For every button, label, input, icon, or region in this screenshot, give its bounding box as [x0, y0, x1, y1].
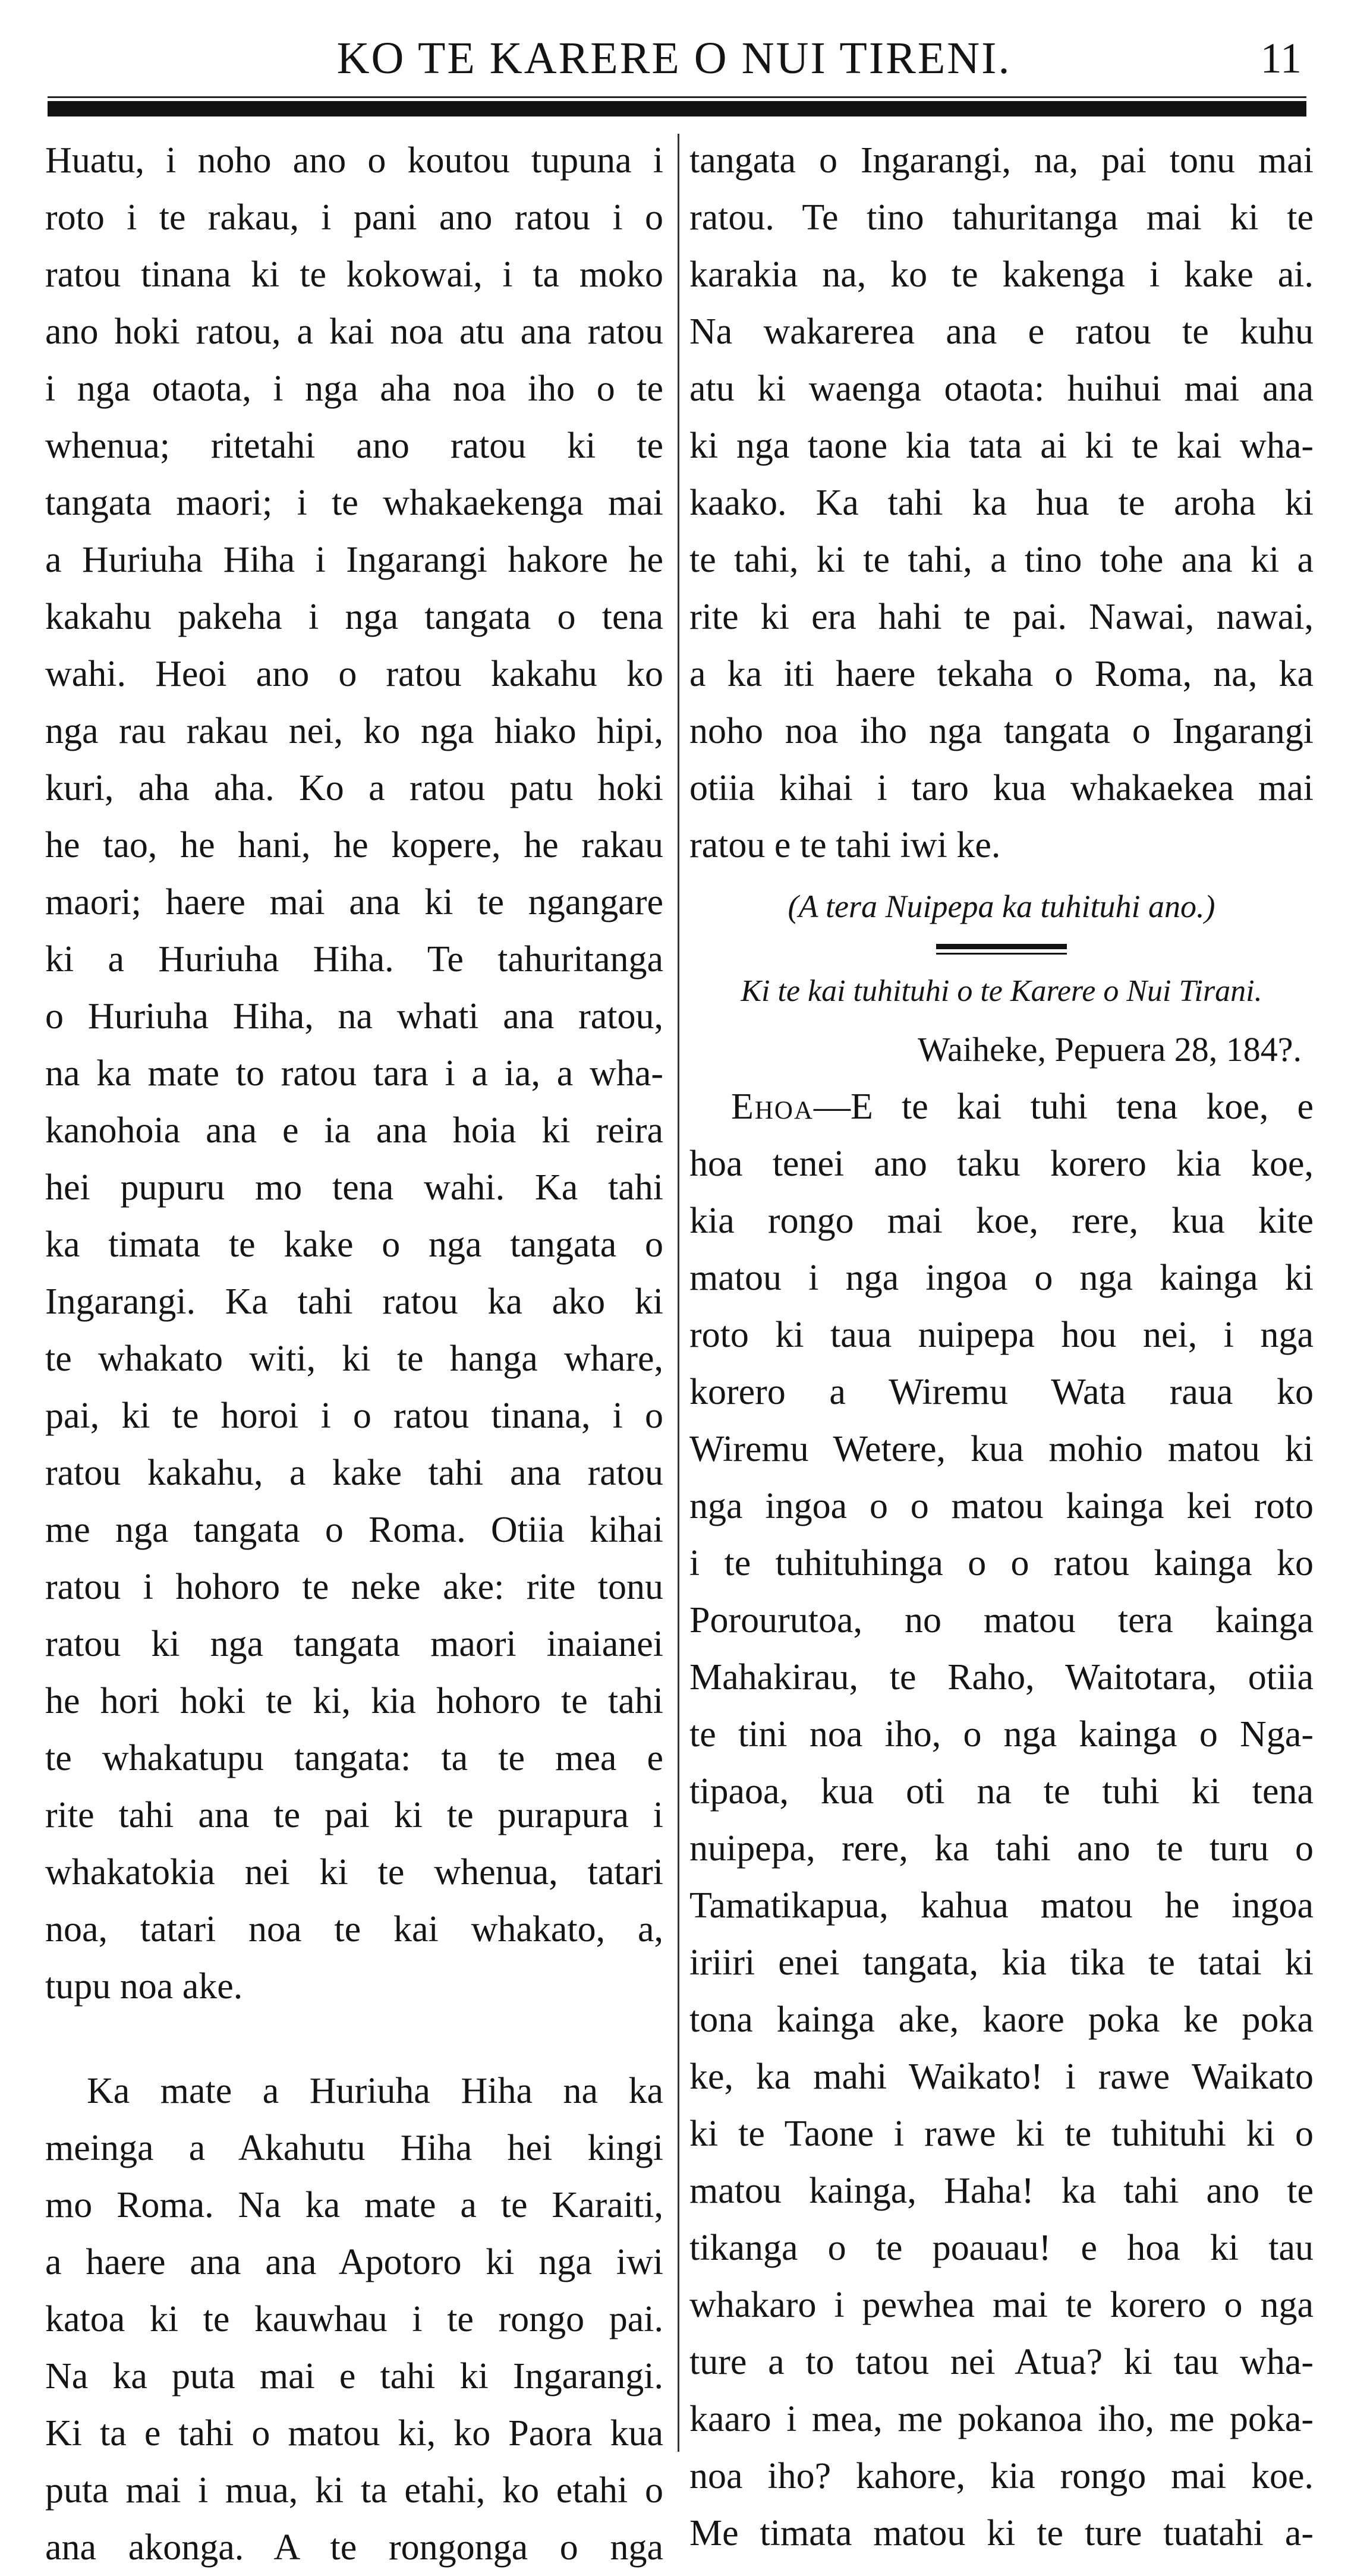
text-line: noa, tatari noa te kai whakato, a, [45, 1909, 663, 1950]
text-line: whakatokia nei ki te whenua, tatari [45, 1852, 663, 1892]
text-line: tupu noa ake. [45, 1966, 243, 2007]
text-line: i te tuhituhinga o o ratou kainga ko [689, 1543, 1314, 1583]
text-line: me nga tangata o Roma. Otiia kihai [45, 1510, 663, 1550]
text-line: maori; haere mai ana ki te ngangare [45, 882, 663, 922]
text-line: whakaro i pewhea mai te korero o nga [689, 2285, 1314, 2325]
text-line: kakahu pakeha i nga tangata o tena [45, 597, 663, 637]
text-line: puta mai i mua, ki ta etahi, ko etahi o [45, 2470, 663, 2511]
text-line: tangata maori; i te whakaekenga mai [45, 483, 663, 523]
text-line: te tahi, ki te tahi, a tino tohe ana ki a [689, 540, 1314, 580]
text-line: nga rau rakau nei, ko nga hiako hipi, [45, 711, 663, 751]
divider-thin-rule [936, 953, 1067, 955]
letter-opening-text: —E te kai tuhi tena koe, e [814, 1087, 1314, 1127]
text-line: Huatu, i noho ano o koutou tupuna i [45, 140, 663, 181]
text-line: noa iho? kahore, kia rongo mai koe. [689, 2456, 1314, 2496]
text-line: kaako. Ka tahi ka hua te aroha ki [689, 483, 1314, 523]
right-paragraph-1 [689, 132, 1314, 874]
text-line: ratou. Te tino tahuritanga mai ki te [689, 197, 1314, 238]
text-line: te whakato witi, ki te hanga whare, [45, 1339, 663, 1379]
letter-heading: Ki te kai tuhituhi o te Karere o Nui Tirani. [741, 974, 1262, 1008]
text-line: iriiri enei tangata, kia tika te tatai ki [689, 1942, 1314, 1983]
left-column [45, 132, 663, 2568]
text-line: korero a Wiremu Wata raua ko [689, 1372, 1314, 1412]
text-line: roto ki taua nuipepa hou nei, i nga [689, 1315, 1314, 1355]
text-line: i nga otaota, i nga aha noa iho o te [45, 369, 663, 409]
text-line: ki te Taone i rawe ki te tuhituhi ki o [689, 2114, 1314, 2154]
text-line: mo Roma. Na ka mate a te Karaiti, [45, 2185, 663, 2225]
text-line: Ingarangi. Ka tahi ratou ka ako ki [45, 1281, 663, 1322]
text-line: ratou i hohoro te neke ake: rite tonu [45, 1567, 663, 1607]
text-line: pai, ki te horoi i o ratou tinana, i o [45, 1396, 663, 1436]
text-line: Porourutoa, no matou tera kainga [689, 1600, 1314, 1640]
text-line: Na wakarerea ana e ratou te kuhu [689, 311, 1314, 352]
text-line: ki nga taone kia tata ai ki te kai wha- [689, 426, 1314, 466]
attribution-note: (A tera Nuipepa ka tuhituhi ano.) [788, 889, 1215, 924]
text-line: he tao, he hani, he kopere, he rakau [45, 825, 663, 865]
text-line: meinga a Akahutu Hiha hei kingi [45, 2128, 663, 2168]
text-line: Mahakirau, te Raho, Waitotara, otiia [689, 1657, 1314, 1698]
text-line: ki a Huriuha Hiha. Te tahuritanga [45, 939, 663, 980]
text-line: karakia na, ko te kakenga i kake ai. [689, 254, 1314, 295]
text-line: hei pupuru mo tena wahi. Ka tahi [45, 1167, 663, 1208]
text-line: te whakatupu tangata: ta te mea e [45, 1738, 663, 1778]
text-line: rite ki era hahi te pai. Nawai, nawai, [689, 597, 1314, 637]
text-line: a haere ana ana Apotoro ki nga iwi [45, 2242, 663, 2282]
paragraph-gap [45, 2015, 663, 2062]
text-line: a Huriuha Hiha i Ingarangi hakore he [45, 540, 663, 580]
text-line: nga ingoa o o matou kainga kei roto [689, 1486, 1314, 1526]
text-line: kuri, aha aha. Ko a ratou patu hoki [45, 768, 663, 808]
text-line: whenua; ritetahi ano ratou ki te [45, 426, 663, 466]
text-line: ano hoki ratou, a kai noa atu ana ratou [45, 311, 663, 352]
text-line: ratou kakahu, a kake tahi ana ratou [45, 1453, 663, 1493]
page-title: KO TE KARERE O NUI TIRENI. [336, 33, 1012, 83]
letter-opening-line [689, 1078, 1314, 1135]
text-line: tipaoa, kua oti na te tuhi ki tena [689, 1771, 1314, 1812]
text-line: matou kainga, Haha! ka tahi ano te [689, 2171, 1314, 2211]
letter-salutation: Ehoa [731, 1087, 814, 1127]
text-line: Ka mate a Huriuha Hiha na ka [87, 2071, 663, 2111]
text-line: ka timata te kake o nga tangata o [45, 1224, 663, 1265]
text-line: he hori hoki te ki, kia hohoro te tahi [45, 1681, 663, 1721]
text-line: hoa tenei ano taku korero kia koe, [689, 1144, 1314, 1184]
text-line: Wiremu Wetere, kua mohio matou ki [689, 1429, 1314, 1469]
text-line: ke, ka mahi Waikato! i rawe Waikato [689, 2057, 1314, 2097]
text-line: Ki ta e tahi o matou ki, ko Paora kua [45, 2413, 663, 2454]
text-line: otiia kihai i taro kua whakaekea mai [689, 768, 1314, 808]
text-line: Tamatikapua, kahua matou he ingoa [689, 1885, 1314, 1926]
text-line: matou i nga ingoa o nga kainga ki [689, 1258, 1314, 1298]
page-number: 11 [1260, 34, 1302, 82]
left-paragraph-2 [45, 2062, 663, 2576]
header-rule-thin [48, 96, 1306, 98]
text-line: a ka iti haere tekaha o Roma, na, ka [689, 654, 1314, 694]
text-line: tangata o Ingarangi, na, pai tonu mai [689, 140, 1314, 181]
text-line: rite tahi ana te pai ki te purapura i [45, 1795, 663, 1835]
right-column [689, 132, 1314, 2553]
text-line: wahi. Heoi ano o ratou kakahu ko [45, 654, 663, 694]
text-line: ratou ki nga tangata maori inaianei [45, 1624, 663, 1664]
left-paragraph-1 [45, 132, 663, 2015]
text-line: te tini noa iho, o nga kainga o Nga- [689, 1714, 1314, 1755]
text-line: atu ki waenga otaota: huihui mai ana [689, 369, 1314, 409]
section-divider [936, 944, 1067, 955]
text-line: tikanga o te poauau! e hoa ki tau [689, 2228, 1314, 2268]
text-line: kaaro i mea, me pokanoa iho, me poka- [689, 2399, 1314, 2439]
text-line: nuipepa, rere, ka tahi ano te turu o [689, 1828, 1314, 1869]
text-line: o Huriuha Hiha, na whati ana ratou, [45, 996, 663, 1037]
text-line: ratou e te tahi iwi ke. [689, 825, 1001, 865]
text-line: kanohoia ana e ia ana hoia ki reira [45, 1110, 663, 1151]
text-line: tona kainga ake, kaore poka ke poka [689, 1999, 1314, 2040]
text-line: roto i te rakau, i pani ano ratou i o [45, 197, 663, 238]
letter-body [689, 1135, 1314, 2562]
text-line: Na ka puta mai e tahi ki Ingarangi. [45, 2356, 663, 2397]
text-line: na ka mate to ratou tara i a ia, a wha- [45, 1053, 663, 1094]
text-line: noho noa iho nga tangata o Ingarangi [689, 711, 1314, 751]
divider-thick-rule [936, 944, 1067, 949]
header-rule [48, 101, 1306, 116]
text-line: Me timata matou ki te ture tuatahi a- [689, 2513, 1314, 2553]
text-line: ture a to tatou nei Atua? ki tau wha- [689, 2342, 1314, 2382]
text-line: ana akonga. A te rongonga o nga [45, 2527, 663, 2568]
column-divider [678, 134, 679, 2452]
letter-dateline: Waiheke, Pepuera 28, 184?. [918, 1030, 1302, 1069]
text-line: katoa ki te kauwhau i te rongo pai. [45, 2299, 663, 2339]
text-line: kia rongo mai koe, rere, kua kite [689, 1201, 1314, 1241]
text-line: ratou tinana ki te kokowai, i ta moko [45, 254, 663, 295]
